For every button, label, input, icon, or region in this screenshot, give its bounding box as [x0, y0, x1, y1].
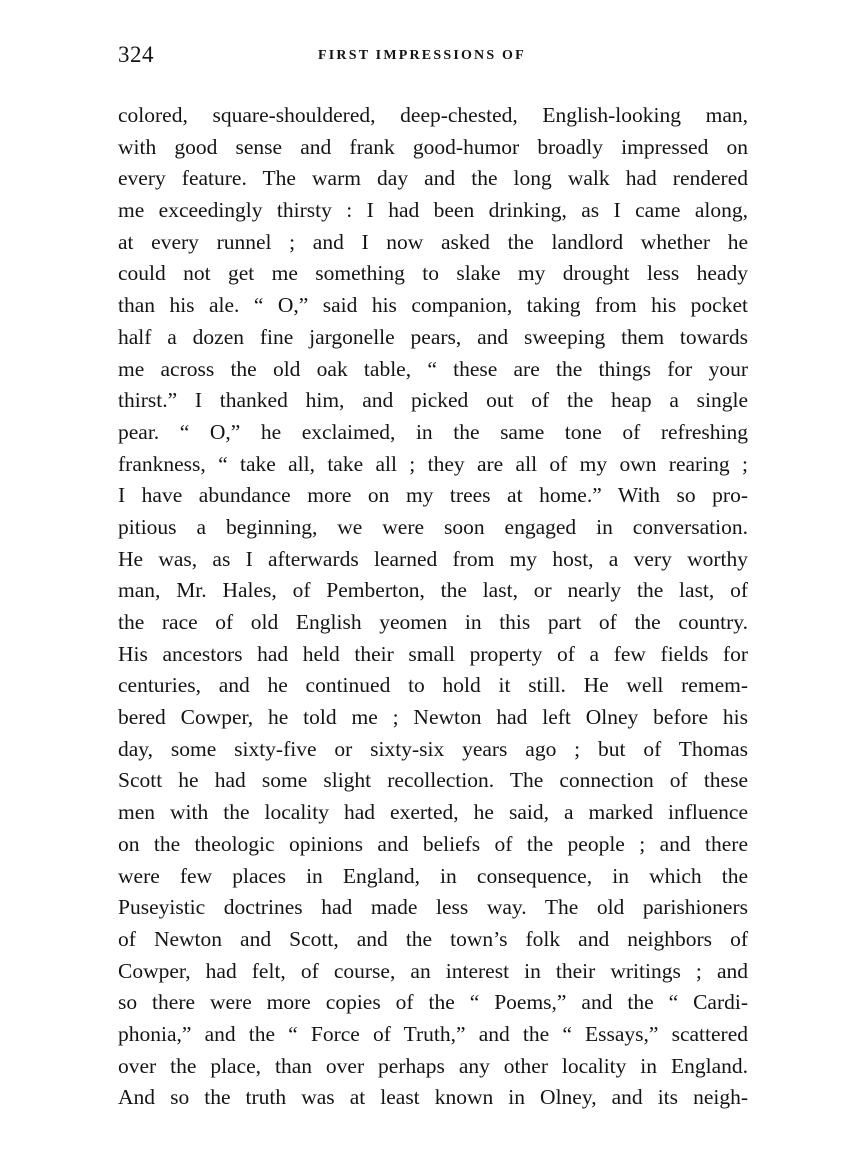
text-line: at every runnel ; and I now asked the landlord whether he — [118, 229, 748, 254]
text-line: the race of old English yeomen in this part of the country. — [118, 610, 748, 634]
text-line: His ancestors had held their small property of a few fields for — [118, 641, 748, 666]
text-line: than his ale. “ O,” said his companion, taking from his pocket — [118, 293, 748, 318]
text-line: Puseyistic doctrines had made less way. The old parishioners — [118, 895, 748, 920]
body-text — [118, 100, 748, 1114]
page-number: 324 — [118, 42, 154, 67]
text-line: centuries, and he continued to hold it still. He well remem- — [118, 673, 748, 698]
text-line: me exceedingly thirsty : I had been drinking, as I came along, — [118, 198, 748, 223]
text-line: day, some sixty-five or sixty-six years ago ; but of Thomas — [118, 736, 748, 761]
text-line: could not get me something to slake my drought less heady — [118, 261, 748, 286]
text-line: me across the old oak table, “ these are the things for your — [118, 356, 748, 381]
text-line: Cowper, had felt, of course, an interest in their writings ; and — [118, 958, 748, 983]
text-line: man, Mr. Hales, of Pemberton, the last, or nearly the last, of — [118, 578, 748, 603]
running-title: FIRST IMPRESSIONS OF — [318, 48, 526, 63]
text-line: bered Cowper, he told me ; Newton had left Olney before his — [118, 705, 748, 730]
text-line: phonia,” and the “ Force of Truth,” and the “ Essays,” scattered — [118, 1021, 748, 1046]
text-line: And so the truth was at least known in Olney, and its neigh- — [118, 1085, 748, 1110]
text-line: with good sense and frank good-humor broadly impressed on — [118, 134, 748, 159]
text-line: were few places in England, in consequence, in which the — [118, 863, 748, 888]
running-head — [118, 42, 748, 72]
text-line: thirst.” I thanked him, and picked out of the heap a single — [118, 388, 748, 413]
text-line: men with the locality had exerted, he said, a marked influence — [118, 800, 748, 825]
text-line: pear. “ O,” he exclaimed, in the same tone of refreshing — [118, 419, 748, 444]
text-line: over the place, than over perhaps any other locality in England. — [118, 1053, 748, 1078]
text-line: colored, square-shouldered, deep-chested, English-looking man, — [118, 103, 748, 127]
text-line: I have abundance more on my trees at home.” With so pro- — [118, 483, 748, 508]
text-line: so there were more copies of the “ Poems,” and the “ Cardi- — [118, 990, 748, 1015]
text-line: pitious a beginning, we were soon engaged in conversation. — [118, 514, 748, 539]
text-line: Scott he had some slight recollection. The connection of these — [118, 768, 748, 793]
text-line: every feature. The warm day and the long walk had rendered — [118, 166, 748, 191]
text-line: on the theologic opinions and beliefs of the people ; and there — [118, 831, 748, 856]
text-line: He was, as I afterwards learned from my host, a very worthy — [118, 546, 748, 571]
text-line: of Newton and Scott, and the town’s folk and neighbors of — [118, 926, 748, 951]
text-line: half a dozen fine jargonelle pears, and sweeping them towards — [118, 324, 748, 349]
text-line: frankness, “ take all, take all ; they are all of my own rearing ; — [118, 451, 748, 476]
